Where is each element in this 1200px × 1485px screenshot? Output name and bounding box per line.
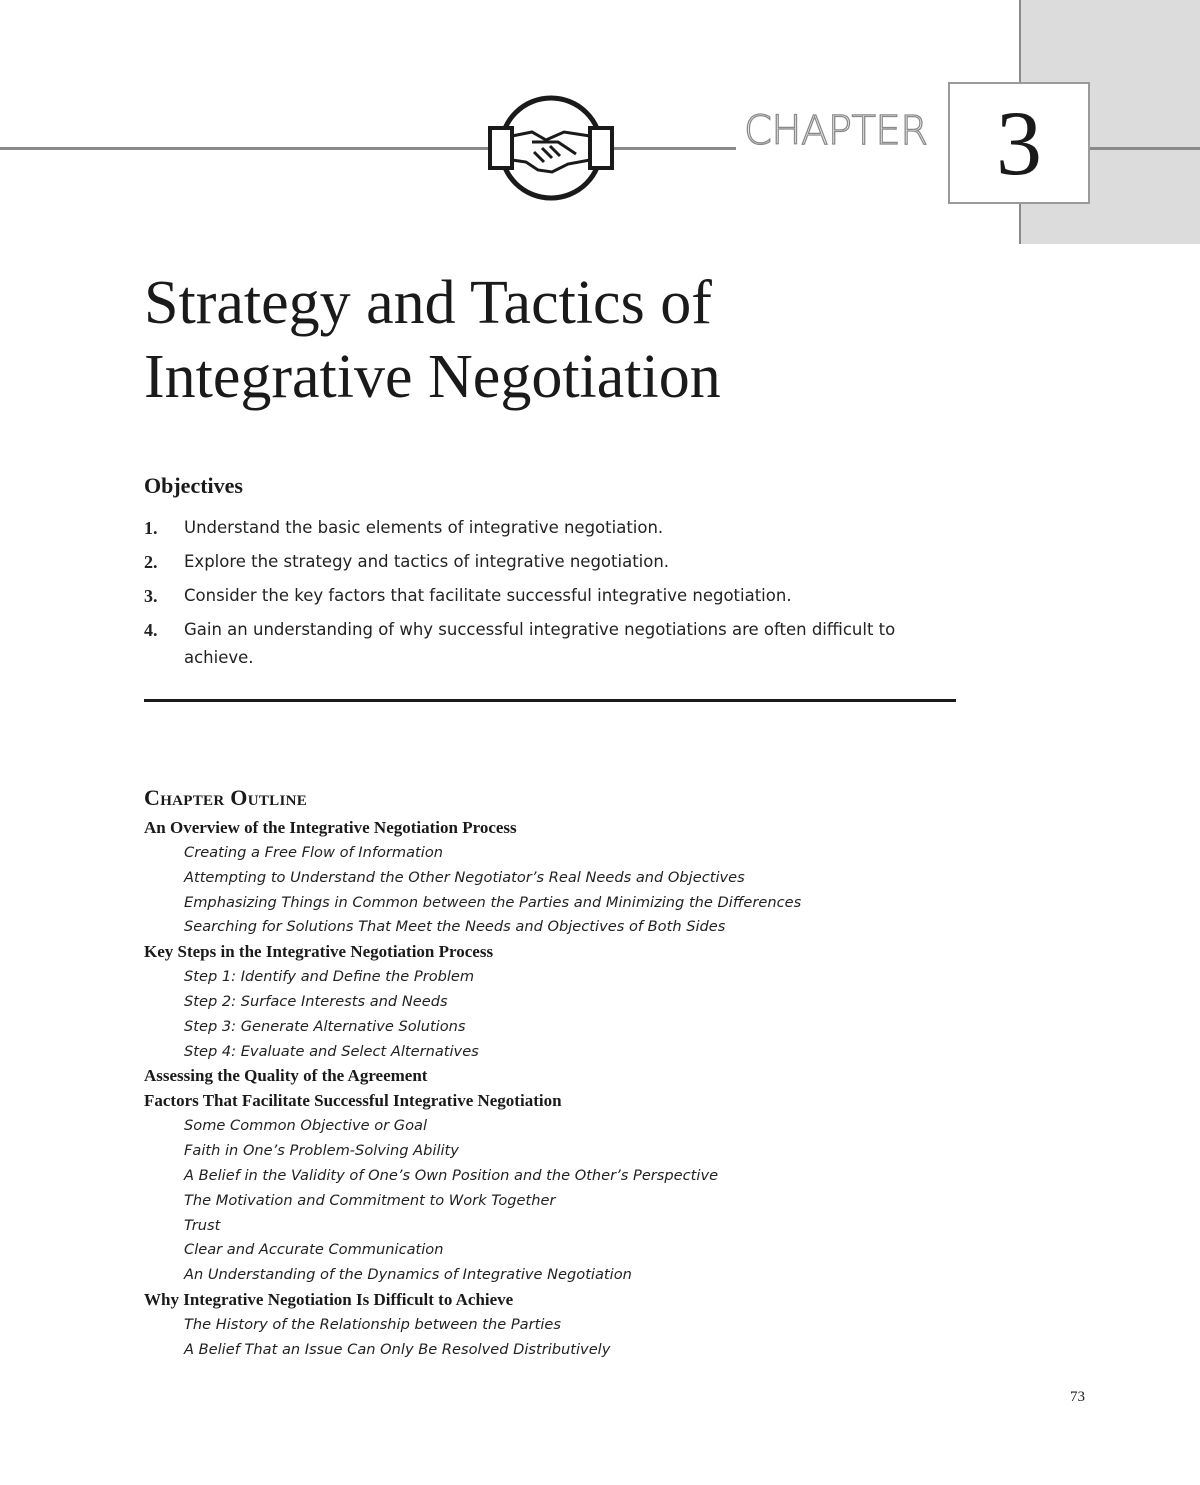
objective-number: 1. <box>144 518 158 538</box>
outline-subsection: Searching for Solutions That Meet the Needs and Objectives of Both Sides <box>184 918 726 936</box>
outline-subsection: Emphasizing Things in Common between the Parties and Minimizing the Differences <box>184 893 802 911</box>
chapter-outline-heading: Chapter Outline <box>144 785 308 810</box>
outline-subsection: Step 1: Identify and Define the Problem <box>184 968 475 986</box>
header-rule-left <box>0 147 492 150</box>
section-divider <box>144 699 956 702</box>
objective-text: Explore the strategy and tactics of integrative negotiation. <box>184 552 670 571</box>
chapter-title <box>144 266 1004 414</box>
outline-section: An Overview of the Integrative Negotiation Process <box>144 818 517 837</box>
objectives-list <box>144 514 964 678</box>
chapter-label: CHAPTER <box>744 108 928 154</box>
objective-text: Consider the key factors that facilitate successful integrative negotiation. <box>184 586 792 605</box>
outline-subsection: Step 3: Generate Alternative Solutions <box>184 1017 466 1035</box>
outline-section: Why Integrative Negotiation Is Difficult to Achieve <box>144 1290 514 1310</box>
chapter-number: 3 <box>996 92 1042 194</box>
chapter-outline-list <box>144 816 1044 1363</box>
outline-subsection: Faith in One’s Problem-Solving Ability <box>184 1141 459 1159</box>
outline-section: Key Steps in the Integrative Negotiation Process <box>144 942 494 962</box>
outline-subsection: Step 2: Surface Interests and Needs <box>184 992 448 1010</box>
objective-item <box>144 514 964 542</box>
handshake-icon <box>486 92 616 204</box>
outline-subsection: Some Common Objective or Goal <box>184 1117 428 1135</box>
objectives-heading: Objectives <box>144 473 243 498</box>
objective-number: 2. <box>144 552 158 572</box>
page-number: 73 <box>1070 1389 1085 1405</box>
outline-subsection: A Belief That an Issue Can Only Be Resolved Distributively <box>184 1340 611 1358</box>
outline-subsection: The Motivation and Commitment to Work Together <box>184 1191 556 1209</box>
outline-section: Factors That Facilitate Successful Integrative Negotiation <box>144 1091 562 1111</box>
objective-item <box>144 582 964 610</box>
objective-number: 4. <box>144 620 158 640</box>
header-rule-middle <box>610 147 736 150</box>
outline-subsection: The History of the Relationship between the Parties <box>184 1315 561 1333</box>
chapter-number-box <box>948 82 1090 204</box>
outline-subsection: Step 4: Evaluate and Select Alternatives <box>184 1042 479 1060</box>
outline-subsection: An Understanding of the Dynamics of Integrative Negotiation <box>184 1266 632 1284</box>
objective-text: Gain an understanding of why successful integrative negotiations are often difficult to achieve. <box>184 620 896 667</box>
objective-number: 3. <box>144 586 158 606</box>
outline-subsection: A Belief in the Validity of One’s Own Position and the Other’s Perspective <box>184 1166 719 1184</box>
outline-subsection: Trust <box>184 1216 221 1234</box>
chapter-title-line-2: Integrative Negotiation <box>144 343 721 411</box>
objective-text: Understand the basic elements of integrative negotiation. <box>184 518 664 537</box>
header-rule-right <box>1090 147 1200 150</box>
outline-section: Assessing the Quality of the Agreement <box>144 1066 428 1086</box>
outline-subsection: Clear and Accurate Communication <box>184 1241 444 1259</box>
objective-item <box>144 616 964 672</box>
chapter-title-line-1: Strategy and Tactics of <box>144 269 712 337</box>
outline-subsection: Attempting to Understand the Other Negotiator’s Real Needs and Objectives <box>184 868 745 886</box>
outline-subsection: Creating a Free Flow of Information <box>184 843 444 861</box>
objective-item <box>144 548 964 576</box>
